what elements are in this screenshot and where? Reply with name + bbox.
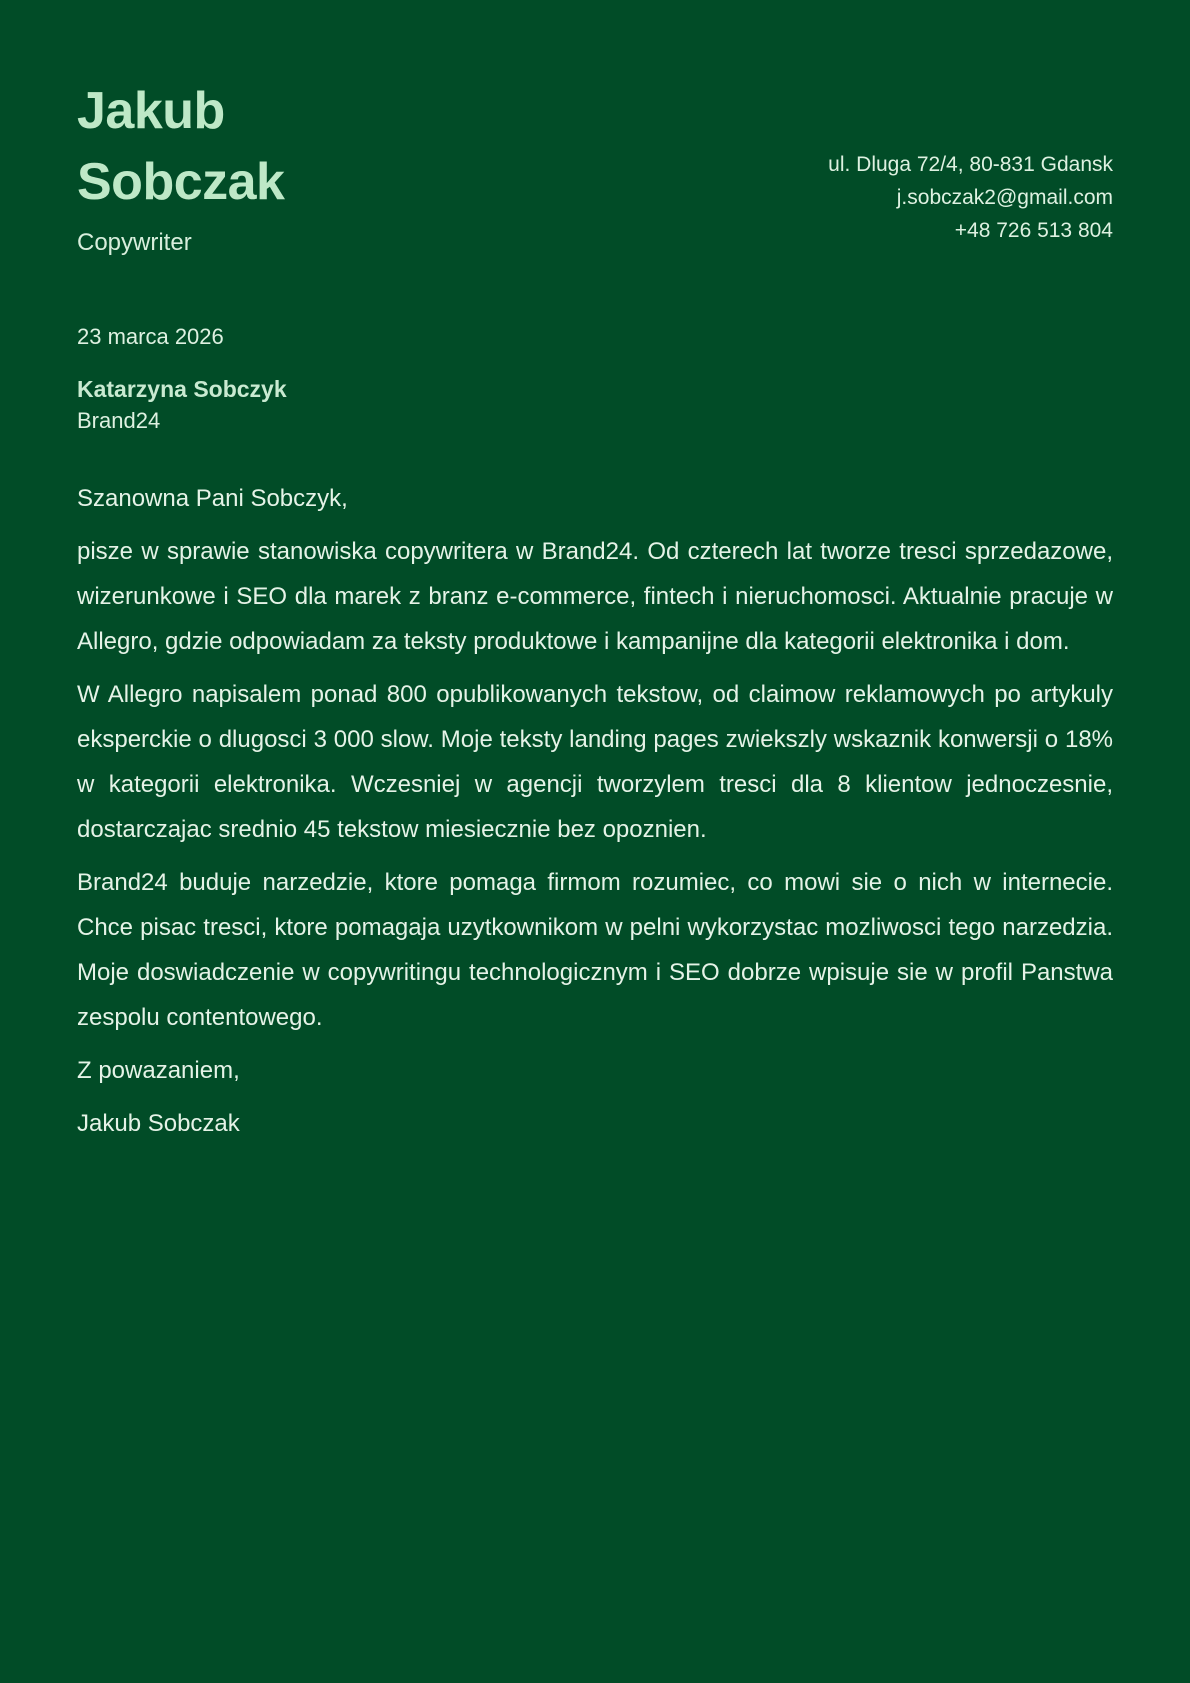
letter-date: 23 marca 2026 — [77, 324, 224, 349]
closing: Z powazaniem, — [77, 1057, 240, 1084]
contact-phone: +48 726 513 804 — [954, 219, 1113, 242]
letter-body — [77, 476, 1113, 1146]
author-name — [77, 76, 284, 218]
letter-paragraph: Brand24 buduje narzedzie, ktore pomaga firmom rozumiec, co mowi sie o nich w internecie. Chce pisac tresci, ktore pomagaja uzytkownikom w pelni wykorzystac mozliwosci tego narzedzia. Moje doswiadczenie w copywritingu technologicznym i SEO dobrze wpisuje sie w profil Panstwa zespolu contentowego. — [77, 869, 1113, 1031]
recipient-name: Katarzyna Sobczyk — [77, 376, 287, 402]
author-first-name: Jakub — [77, 82, 225, 140]
contact-address: ul. Dluga 72/4, 80-831 Gdansk — [828, 153, 1113, 176]
contact-block — [828, 148, 1113, 247]
letter-paragraph: pisze w sprawie stanowiska copywritera w Brand24. Od czterech lat tworze tresci sprzedazowe, wizerunkowe i SEO dla marek z branz e-commerce, fintech i nieruchomosci. Aktualnie pracuje w Allegro, gdzie odpowiadam za teksty produktowe i kampanijne dla kategorii elektronika i dom. — [77, 538, 1113, 655]
header — [77, 76, 1113, 258]
recipient-block — [77, 374, 1113, 436]
contact-email: j.sobczak2@gmail.com — [896, 186, 1113, 209]
identity-block — [77, 76, 284, 258]
author-last-name: Sobczak — [77, 153, 285, 211]
recipient-company: Brand24 — [77, 408, 161, 433]
salutation: Szanowna Pani Sobczyk, — [77, 485, 348, 512]
signature-name: Jakub Sobczak — [77, 1110, 240, 1137]
author-role: Copywriter — [77, 229, 192, 256]
letter-paragraph: W Allegro napisalem ponad 800 opublikowanych tekstow, od claimow reklamowych po artykuly eksperckie o dlugosci 3 000 slow. Moje teksty landing pages zwiekszly wskaznik konwersji o 18% w kategorii elektronika. Wczesniej w agencji tworzylem tresci dla 8 klientow jednoczesnie, dostarczajac srednio 45 tekstow miesiecznie bez opoznien. — [77, 681, 1113, 843]
